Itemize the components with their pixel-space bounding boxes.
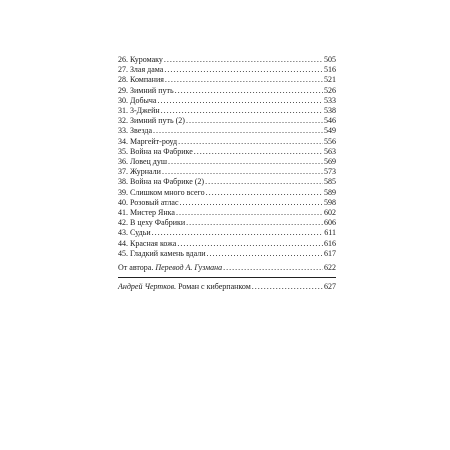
entry-title: Гладкий камень вдали: [130, 248, 206, 258]
toc-entry: [118, 86, 336, 96]
entry-title: Красная кожа: [130, 238, 177, 248]
entry-title: Мистер Янка: [130, 208, 175, 218]
leader-dots: [186, 116, 323, 126]
entry-title: Звезда: [130, 126, 153, 136]
afterword-page: 622: [324, 263, 336, 273]
entry-page: 617: [324, 248, 336, 258]
table-of-contents: [118, 55, 336, 292]
entry-title: Слишком много всего: [130, 187, 205, 197]
leader-dots: [252, 282, 323, 292]
leader-dots: [180, 198, 323, 208]
leader-dots: [223, 263, 323, 273]
entry-number: 37.: [118, 167, 128, 177]
entry-title: Компания: [130, 75, 164, 85]
toc-entry: [118, 228, 336, 238]
leader-dots: [175, 86, 323, 96]
entry-page: 616: [324, 238, 336, 248]
entry-page: 526: [324, 85, 336, 95]
toc-entry: [118, 75, 336, 85]
toc-entry: [118, 126, 336, 136]
leader-dots: [177, 239, 323, 249]
entry-title: Судьи: [130, 228, 151, 238]
toc-entry: [118, 167, 336, 177]
afterword-title: От автора.: [118, 263, 154, 273]
entry-number: 27.: [118, 65, 128, 75]
entry-title: Зимний путь (2): [130, 116, 185, 126]
entry-title: Ловец душ: [130, 157, 168, 167]
leader-dots: [161, 106, 323, 116]
entry-page: 585: [324, 177, 336, 187]
essay-author: Андрей Чертков.: [118, 282, 177, 292]
entry-title: Розовый атлас: [130, 197, 179, 207]
entry-number: 26.: [118, 55, 128, 64]
leader-dots: [152, 228, 324, 238]
entry-number: 42.: [118, 218, 128, 228]
entry-title: Куромаку: [130, 55, 163, 64]
entry-number: 44.: [118, 238, 128, 248]
leader-dots: [165, 75, 323, 85]
entry-number: 34.: [118, 136, 128, 146]
leader-dots: [162, 167, 323, 177]
entry-title: Добыча: [130, 95, 157, 105]
leader-dots: [207, 249, 324, 259]
separator-line: [118, 277, 336, 278]
entry-page: 611: [324, 228, 336, 238]
entry-page: 569: [324, 157, 336, 167]
entry-page: 556: [324, 136, 336, 146]
entry-number: 33.: [118, 126, 128, 136]
entry-number: 41.: [118, 208, 128, 218]
entry-number: 28.: [118, 75, 128, 85]
entry-number: 36.: [118, 157, 128, 167]
leader-dots: [194, 147, 323, 157]
entry-title: Война на Фабрике: [130, 146, 193, 156]
toc-entry: [118, 106, 336, 116]
toc-entry: [118, 249, 336, 259]
entry-number: 38.: [118, 177, 128, 187]
leader-dots: [205, 177, 323, 187]
toc-entry: [118, 177, 336, 187]
entry-page: 533: [324, 95, 336, 105]
entry-number: 45.: [118, 248, 128, 258]
leader-dots: [176, 208, 323, 218]
entry-page: 538: [324, 106, 336, 116]
leader-dots: [164, 55, 323, 65]
entry-number: 39.: [118, 187, 128, 197]
toc-entry: [118, 65, 336, 75]
entry-number: 29.: [118, 85, 128, 95]
entry-page: 602: [324, 208, 336, 218]
entry-page: 606: [324, 218, 336, 228]
entry-title: Зимний путь: [130, 85, 174, 95]
toc-entry: [118, 198, 336, 208]
entry-number: 40.: [118, 197, 128, 207]
entry-title: 3-Джейн: [130, 106, 160, 116]
toc-entry: [118, 188, 336, 198]
entry-number: 30.: [118, 95, 128, 105]
leader-dots: [153, 126, 323, 136]
entry-page: 521: [324, 75, 336, 85]
toc-entry: [118, 157, 336, 167]
afterword-translator: Перевод А. Гузмана: [155, 263, 223, 273]
entry-number: 31.: [118, 106, 128, 116]
toc-entry: [118, 55, 336, 65]
entry-title: В цеху Фабрики: [130, 218, 186, 228]
leader-dots: [157, 96, 323, 106]
entry-page: 505: [324, 55, 336, 64]
toc-entry: [118, 137, 336, 147]
entry-page: 549: [324, 126, 336, 136]
entry-page: 589: [324, 187, 336, 197]
entry-page: 546: [324, 116, 336, 126]
entry-number: 35.: [118, 146, 128, 156]
entry-title: Злая дама: [130, 65, 164, 75]
entry-title: Война на Фабрике (2): [130, 177, 205, 187]
entry-title: Журнали: [130, 167, 161, 177]
toc-afterword-entry: [118, 263, 336, 273]
toc-entry: [118, 147, 336, 157]
toc-entry: [118, 208, 336, 218]
toc-entry: [118, 116, 336, 126]
entry-page: 516: [324, 65, 336, 75]
entry-page: 563: [324, 146, 336, 156]
toc-entry: [118, 96, 336, 106]
leader-dots: [206, 188, 323, 198]
toc-entry: [118, 218, 336, 228]
leader-dots: [186, 218, 323, 228]
essay-page: 627: [324, 282, 336, 292]
leader-dots: [178, 137, 323, 147]
entry-number: 32.: [118, 116, 128, 126]
entry-page: 573: [324, 167, 336, 177]
entry-number: 43.: [118, 228, 128, 238]
toc-entry: [118, 239, 336, 249]
entry-page: 598: [324, 197, 336, 207]
toc-entries: [118, 55, 336, 259]
toc-essay-entry: [118, 282, 336, 292]
entry-title: Маргейт-роуд: [130, 136, 178, 146]
essay-title: Роман с киберпанком: [178, 282, 251, 292]
leader-dots: [164, 65, 323, 75]
leader-dots: [168, 157, 323, 167]
